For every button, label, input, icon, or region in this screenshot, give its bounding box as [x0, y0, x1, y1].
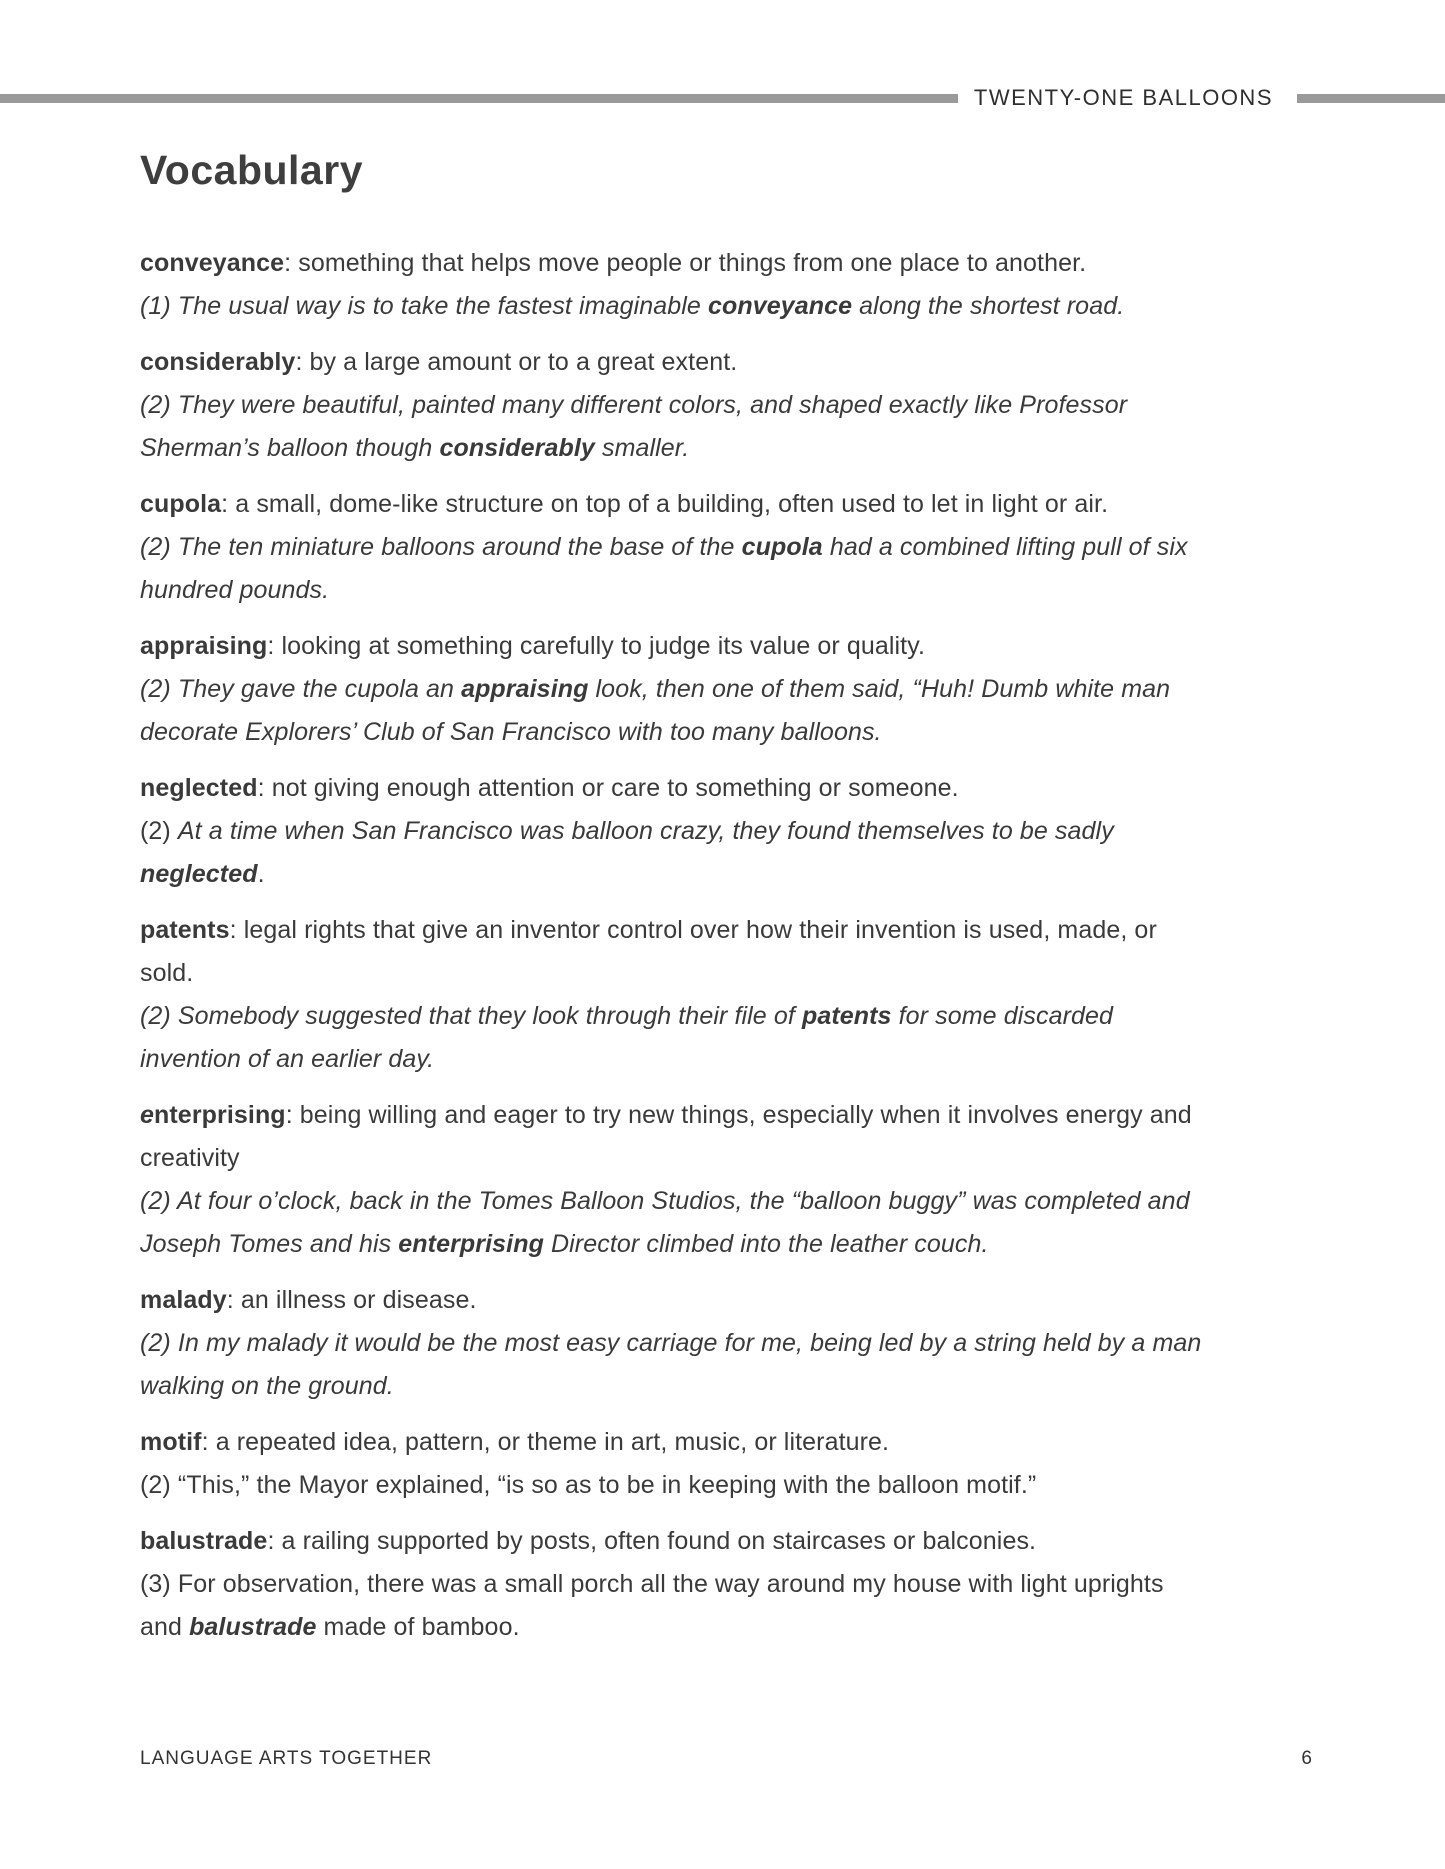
text-line: (2) At four o’clock, back in the Tomes Balloon Studios, the “balloon buggy” was completed and — [140, 1187, 1190, 1215]
text-line: (2) “This,” the Mayor explained, “is so as to be in keeping with the balloon motif.” — [140, 1471, 1037, 1499]
vocab-entry-patents — [140, 909, 1312, 1081]
text-line: (2) At a time when San Francisco was balloon crazy, they found themselves to be sadly — [140, 817, 1114, 845]
vocab-entry-conveyance — [140, 242, 1312, 328]
text-line: and balustrade made of bamboo. — [140, 1613, 520, 1641]
text-line: (2) In my malady it would be the most easy carriage for me, being led by a string held by a man — [140, 1329, 1202, 1357]
text-line: (2) They gave the cupola an appraising look, then one of them said, “Huh! Dumb white man — [140, 675, 1171, 703]
text-line: hundred pounds. — [140, 576, 330, 604]
text-line: neglected: not giving enough attention or care to something or someone. — [140, 774, 959, 802]
text-line: (2) The ten miniature balloons around the base of the cupola had a combined lifting pull of six — [140, 533, 1188, 561]
text-line: (1) The usual way is to take the fastest imaginable conveyance along the shortest road. — [140, 292, 1125, 320]
vocab-list — [140, 242, 1312, 1649]
page-title: Vocabulary — [140, 147, 363, 193]
text-line: patents: legal rights that give an inventor control over how their invention is used, made, or — [140, 916, 1157, 944]
vocab-entry-motif — [140, 1421, 1312, 1507]
book-title: TWENTY-ONE BALLOONS — [973, 85, 1273, 110]
text-line: Sherman’s balloon though considerably smaller. — [140, 434, 690, 462]
text-line: appraising: looking at something carefully to judge its value or quality. — [140, 632, 926, 660]
header-rule-right — [1297, 94, 1445, 103]
text-line: motif: a repeated idea, pattern, or theme in art, music, or literature. — [140, 1428, 890, 1456]
footer-brand: LANGUAGE ARTS TOGETHER — [140, 1748, 433, 1769]
vocab-entry-malady — [140, 1279, 1312, 1408]
header-rule-left — [0, 94, 958, 103]
text-line: decorate Explorers’ Club of San Francisco with too many balloons. — [140, 718, 882, 746]
text-line: balustrade: a railing supported by posts, often found on staircases or balconies. — [140, 1527, 1037, 1555]
vocab-entry-enterprising — [140, 1094, 1312, 1266]
text-line: (2) Somebody suggested that they look through their file of patents for some discarded — [140, 1002, 1114, 1030]
document-body — [140, 146, 1312, 1662]
text-line: invention of an earlier day. — [140, 1045, 435, 1073]
text-line: sold. — [140, 959, 194, 987]
text-line: (2) They were beautiful, painted many different colors, and shaped exactly like Professor — [140, 391, 1128, 419]
text-line: conveyance: something that helps move people or things from one place to another. — [140, 249, 1087, 277]
page-number: 6 — [1301, 1748, 1312, 1769]
text-line: neglected. — [140, 860, 265, 888]
vocab-entry-appraising — [140, 625, 1312, 754]
page-header — [0, 84, 1445, 112]
text-line: (3) For observation, there was a small porch all the way around my house with light uprights — [140, 1570, 1164, 1598]
text-line: enterprising: being willing and eager to try new things, especially when it involves energy and — [140, 1101, 1192, 1129]
text-line: malady: an illness or disease. — [140, 1286, 477, 1314]
vocab-entry-cupola — [140, 483, 1312, 612]
vocab-entry-neglected — [140, 767, 1312, 896]
vocab-entry-balustrade — [140, 1520, 1312, 1649]
text-line: walking on the ground. — [140, 1372, 394, 1400]
text-line: Joseph Tomes and his enterprising Director climbed into the leather couch. — [140, 1230, 989, 1258]
text-line: considerably: by a large amount or to a great extent. — [140, 348, 738, 376]
text-line: cupola: a small, dome-like structure on top of a building, often used to let in light or air. — [140, 490, 1109, 518]
vocab-entry-considerably — [140, 341, 1312, 470]
page-footer — [140, 1748, 1312, 1770]
text-line: creativity — [140, 1144, 240, 1172]
